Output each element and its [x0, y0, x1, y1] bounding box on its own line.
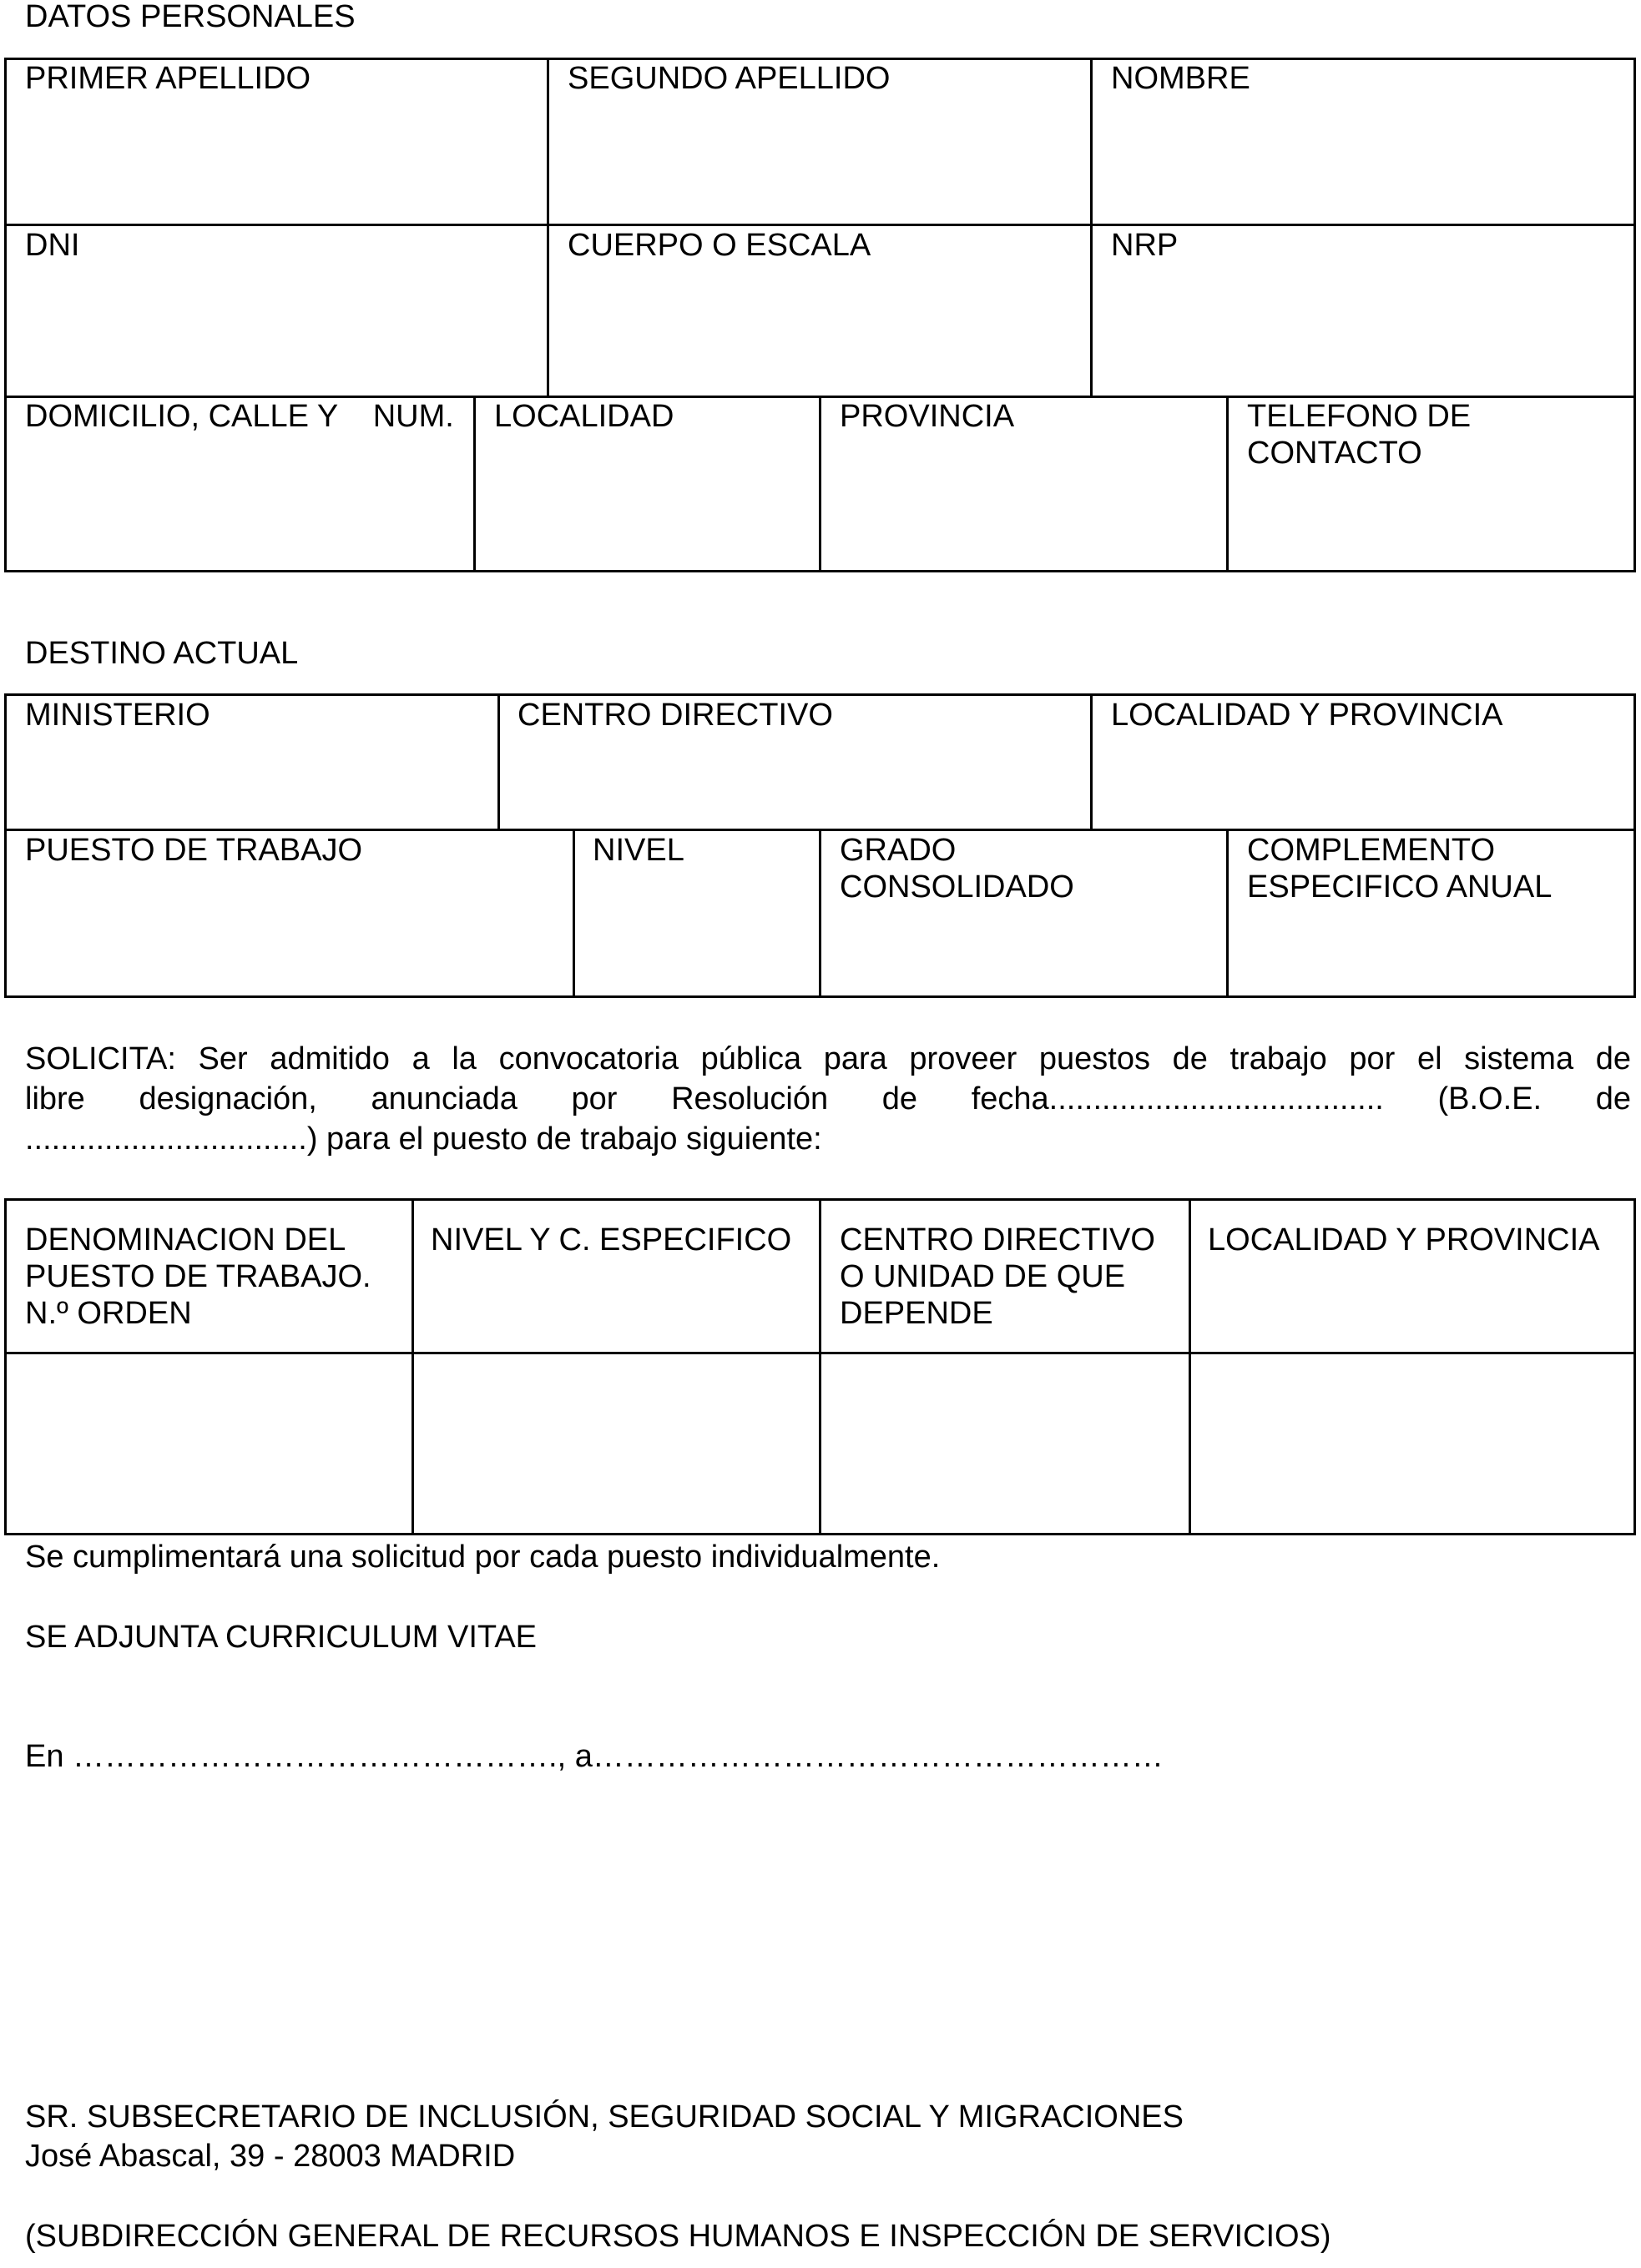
field-localidad-provincia[interactable]: LOCALIDAD Y PROVINCIA	[1111, 698, 1503, 733]
field-complemento-especifico[interactable]: COMPLEMENTO ESPECIFICO ANUAL	[1247, 833, 1553, 905]
field-localidad[interactable]: LOCALIDAD	[494, 399, 674, 434]
addressee-department: (SUBDIRECCIÓN GENERAL DE RECURSOS HUMANOS E INSPECCIÓN DE SERVICIOS)	[25, 2219, 1331, 2254]
divider	[819, 829, 821, 998]
divider	[1226, 829, 1229, 998]
field-nivel[interactable]: NIVEL	[593, 833, 684, 868]
lugar-fecha[interactable]: En ………………………………………., a………………………………………………	[25, 1739, 1164, 1774]
addressee-title: SR. SUBSECRETARIO DE INCLUSIÓN, SEGURIDAD SOCIAL Y MIGRACIONES	[25, 2099, 1184, 2134]
header-denominacion: DENOMINACION DEL PUESTO DE TRABAJO. N.º ORDEN	[25, 1222, 371, 1331]
field-cuerpo-escala[interactable]: CUERPO O ESCALA	[568, 228, 871, 263]
section-title-destino: DESTINO ACTUAL	[25, 636, 299, 671]
divider	[819, 396, 821, 572]
divider	[1090, 693, 1093, 829]
input-nivel-especifico[interactable]	[414, 1354, 819, 1533]
field-nombre[interactable]: NOMBRE	[1111, 61, 1250, 96]
field-puesto-trabajo[interactable]: PUESTO DE TRABAJO	[25, 833, 363, 868]
field-provincia[interactable]: PROVINCIA	[840, 399, 1015, 434]
input-centro-directivo[interactable]	[821, 1354, 1189, 1533]
solicita-line: SOLICITA: Ser admitido a la convocatoria pública para proveer puestos de trabajo por el sistema de	[25, 1041, 1631, 1076]
divider	[473, 396, 476, 572]
input-denominacion[interactable]	[7, 1354, 412, 1533]
header-localidad-provincia: LOCALIDAD Y PROVINCIA	[1208, 1222, 1600, 1257]
divider	[1090, 58, 1093, 396]
note-adjunta-cv: SE ADJUNTA CURRICULUM VITAE	[25, 1620, 538, 1655]
note-una-solicitud: Se cumplimentará una solicitud por cada puesto individualmente.	[25, 1540, 941, 1575]
field-primer-apellido[interactable]: PRIMER APELLIDO	[25, 61, 311, 96]
divider	[1226, 396, 1229, 572]
divider	[547, 58, 549, 396]
divider	[497, 693, 500, 829]
field-grado-consolidado[interactable]: GRADO CONSOLIDADO	[840, 833, 1074, 905]
field-dni[interactable]: DNI	[25, 228, 80, 263]
section-title-personal: DATOS PERSONALES	[25, 0, 356, 34]
solicita-paragraph	[25, 1039, 1631, 1159]
solicita-line: libre designación, anunciada por Resolución de fecha...................................... (B.O.E. de	[25, 1081, 1631, 1116]
field-nrp[interactable]: NRP	[1111, 228, 1179, 263]
divider	[4, 224, 1636, 226]
addressee-address: José Abascal, 39 - 28003 MADRID	[25, 2139, 516, 2174]
divider	[573, 829, 575, 998]
header-nivel-especifico: NIVEL Y C. ESPECIFICO	[431, 1222, 792, 1257]
field-ministerio[interactable]: MINISTERIO	[25, 698, 210, 733]
field-centro-directivo[interactable]: CENTRO DIRECTIVO	[518, 698, 833, 733]
field-segundo-apellido[interactable]: SEGUNDO APELLIDO	[568, 61, 891, 96]
input-localidad-provincia[interactable]	[1191, 1354, 1633, 1533]
solicita-line: ................................) para el puesto de trabajo siguiente:	[25, 1121, 822, 1157]
field-telefono-contacto[interactable]: TELEFONO DE CONTACTO	[1247, 399, 1472, 471]
header-centro-directivo: CENTRO DIRECTIVO O UNIDAD DE QUE DEPENDE	[840, 1222, 1155, 1331]
field-domicilio[interactable]: DOMICILIO, CALLE Y NUM.	[25, 399, 454, 434]
